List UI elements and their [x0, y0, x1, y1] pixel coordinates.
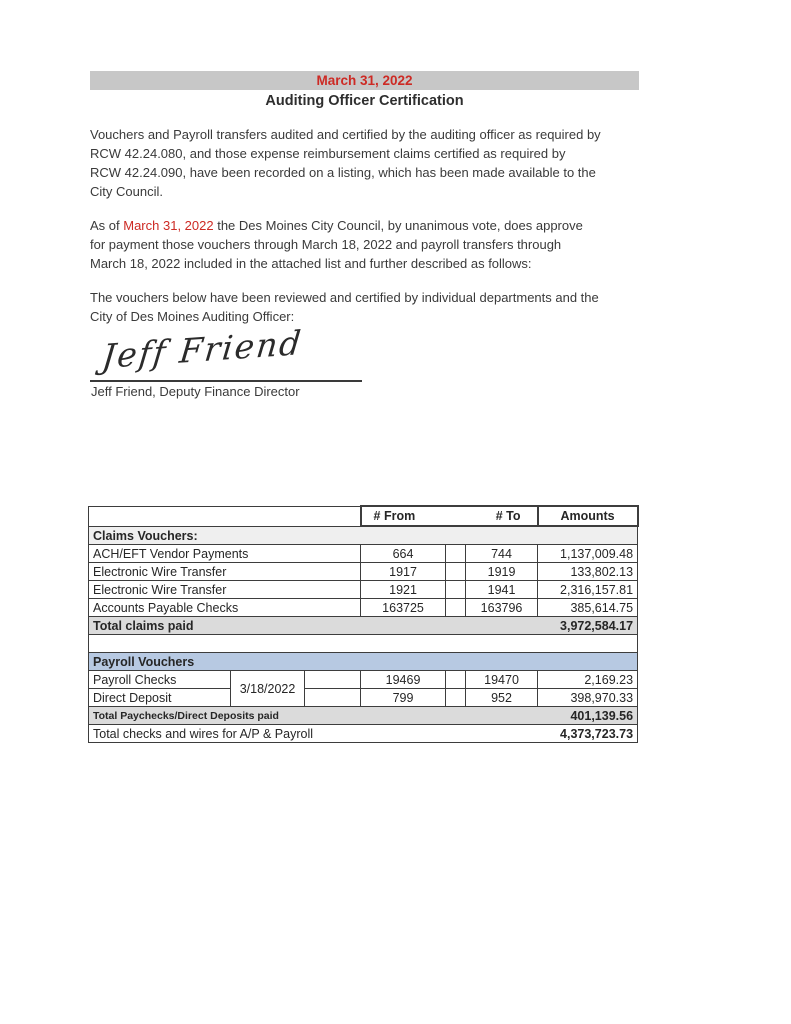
gap-cell — [446, 563, 466, 581]
paragraph-2-text: As of — [90, 218, 124, 233]
to-value: 744 — [466, 545, 538, 563]
vouchers-table — [88, 505, 639, 743]
amount-value: 2,316,157.81 — [538, 581, 638, 599]
paragraph-1-line-1: Vouchers and Payroll transfers audited and certified by the auditing officer as required by — [90, 127, 601, 142]
to-value: 1919 — [466, 563, 538, 581]
from-to-header-cell — [361, 506, 538, 526]
table-row — [89, 545, 638, 563]
column-header-row — [89, 506, 638, 526]
row-label: Electronic Wire Transfer — [89, 581, 361, 599]
table-row — [89, 599, 638, 617]
paragraph-3-line-2: City of Des Moines Auditing Officer: — [90, 309, 295, 324]
from-value: 1917 — [361, 563, 446, 581]
row-label: Direct Deposit — [89, 689, 231, 707]
signature-block — [90, 322, 639, 402]
to-value: 163796 — [466, 599, 538, 617]
amount-value: 398,970.33 — [538, 689, 638, 707]
section-header-claims: Claims Vouchers: — [89, 526, 638, 545]
amount-value: 133,802.13 — [538, 563, 638, 581]
paragraph-1-line-3: RCW 42.24.090, have been recorded on a listing, which has been made available to the — [90, 165, 596, 180]
total-claims-cell — [89, 617, 638, 635]
total-claims-label: Total claims paid — [93, 618, 194, 633]
table-row — [89, 581, 638, 599]
vouchers-table-wrap — [88, 505, 639, 743]
spacer-cell — [305, 671, 361, 689]
to-value: 19470 — [466, 671, 538, 689]
row-label: ACH/EFT Vendor Payments — [89, 545, 361, 563]
spacer-cell — [305, 689, 361, 707]
gap-cell — [446, 581, 466, 599]
payroll-section-header-row — [89, 653, 638, 671]
total-paychecks-row — [89, 707, 638, 725]
paragraph-2-line-2: for payment those vouchers through March 18, 2022 and payroll transfers through — [90, 237, 562, 252]
col-header-to: # To — [495, 509, 521, 523]
total-claims-row — [89, 617, 638, 635]
from-value: 19469 — [361, 671, 446, 689]
row-label: Payroll Checks — [89, 671, 231, 689]
total-claims-amount: 3,972,584.17 — [560, 618, 634, 633]
paragraph-2 — [90, 216, 639, 273]
grand-total-cell — [89, 725, 638, 743]
signature-line — [90, 380, 362, 382]
section-header-payroll: Payroll Vouchers — [89, 653, 638, 671]
table-row — [89, 689, 638, 707]
signature: Jeff Friend — [100, 322, 305, 377]
paragraph-2-line-3: March 18, 2022 included in the attached list and further described as follows: — [90, 256, 532, 271]
from-value: 1921 — [361, 581, 446, 599]
paragraph-3-line-1: The vouchers below have been reviewed and certified by individual departments and the — [90, 290, 599, 305]
paragraph-1-line-4: City Council. — [90, 184, 163, 199]
from-value: 664 — [361, 545, 446, 563]
header-spacer — [89, 506, 361, 526]
spacer-cell — [89, 635, 638, 653]
grand-total-label: Total checks and wires for A/P & Payroll — [93, 726, 314, 741]
claims-section-header-row — [89, 526, 638, 545]
col-header-from: # From — [373, 509, 416, 523]
from-value: 163725 — [361, 599, 446, 617]
paragraph-2-red-date: March 31, 2022 — [123, 218, 214, 233]
gap-cell — [446, 689, 466, 707]
spacer-row — [89, 635, 638, 653]
to-value: 1941 — [466, 581, 538, 599]
total-paychecks-cell — [89, 707, 638, 725]
gap-cell — [446, 671, 466, 689]
total-paychecks-amount: 401,139.56 — [570, 708, 634, 723]
grand-total-amount: 4,373,723.73 — [560, 726, 634, 741]
paragraph-1-line-2: RCW 42.24.080, and those expense reimbursement claims certified as required by — [90, 146, 566, 161]
total-paychecks-label: Total Paychecks/Direct Deposits paid — [93, 709, 279, 722]
row-label: Accounts Payable Checks — [89, 599, 361, 617]
amount-value: 1,137,009.48 — [538, 545, 638, 563]
signature-caption: Jeff Friend, Deputy Finance Director — [91, 384, 300, 399]
amount-value: 2,169.23 — [538, 671, 638, 689]
paragraph-3 — [90, 288, 639, 326]
grand-total-row — [89, 725, 638, 743]
gap-cell — [446, 599, 466, 617]
paragraph-2-line-1 — [90, 216, 639, 235]
to-value: 952 — [466, 689, 538, 707]
date-banner: March 31, 2022 — [90, 71, 639, 90]
col-header-amounts: Amounts — [538, 506, 638, 526]
amount-value: 385,614.75 — [538, 599, 638, 617]
page-title: Auditing Officer Certification — [265, 93, 464, 109]
table-row — [89, 563, 638, 581]
gap-cell — [446, 545, 466, 563]
paragraph-1 — [90, 125, 639, 201]
payroll-date: 3/18/2022 — [231, 671, 305, 707]
row-label: Electronic Wire Transfer — [89, 563, 361, 581]
table-row — [89, 671, 638, 689]
paragraph-2-text-cont: the Des Moines City Council, by unanimous vote, does approve — [213, 218, 583, 233]
from-value: 799 — [361, 689, 446, 707]
document-content — [90, 71, 639, 743]
